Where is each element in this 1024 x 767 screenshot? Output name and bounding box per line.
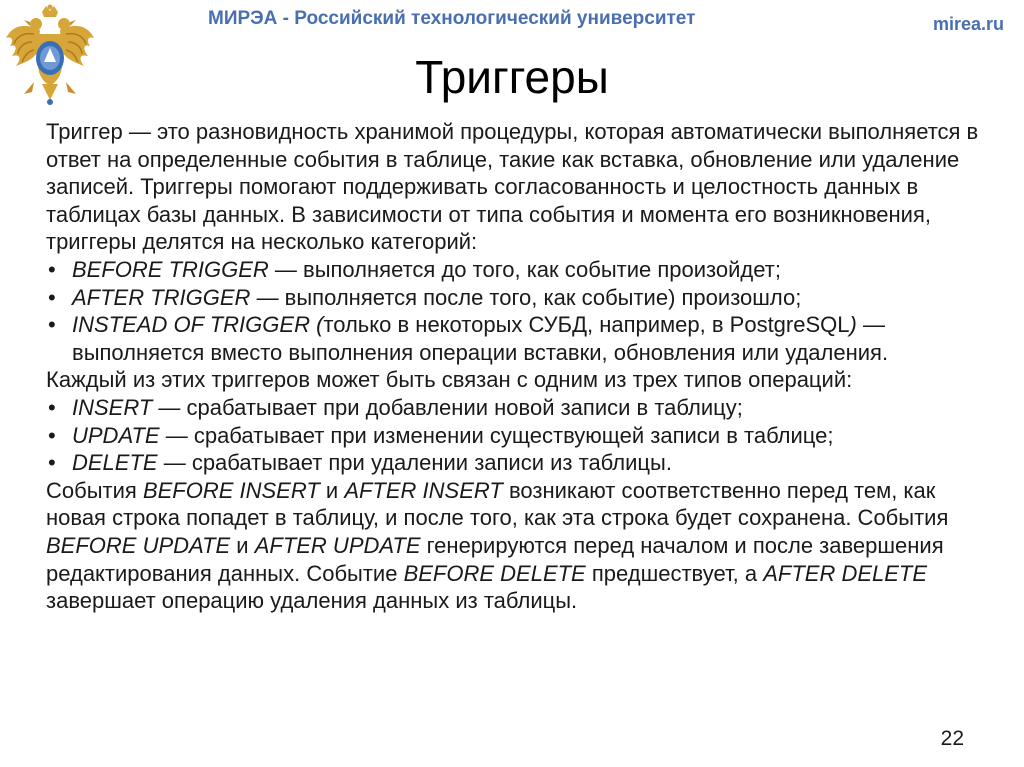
university-name: МИРЭА - Российский технологический университет	[208, 8, 696, 29]
event-term: BEFORE UPDATE	[46, 532, 231, 558]
conclusion-paragraph	[46, 477, 986, 615]
list-item	[46, 256, 986, 284]
operations-list	[46, 394, 986, 477]
list-item	[46, 422, 986, 450]
list-item	[46, 449, 986, 477]
event-term: BEFORE DELETE	[403, 560, 586, 586]
category-term: BEFORE TRIGGER	[72, 256, 269, 282]
event-term: AFTER DELETE	[763, 560, 928, 586]
operation-term: INSERT	[72, 394, 153, 420]
operation-text: — срабатывает при изменении существующей записи в таблице;	[159, 422, 834, 448]
slide-title: Триггеры	[415, 51, 609, 103]
trigger-categories-list	[46, 256, 986, 366]
list-item	[46, 394, 986, 422]
intro-paragraph: Триггер — это разновидность хранимой процедуры, которая автоматически выполняется в ответ на определенные события в таблице, такие как вставка, обновление или удаление записей. Триггеры помогают поддерживать согласованность и целостность данных в таблицах базы данных. В зависимости от типа события и момента его возникновения, триггеры делятся на несколько категорий:	[46, 119, 979, 255]
slide-content	[46, 118, 986, 615]
conclusion-text: генерируются перед началом и после завершения редактирования данных. Событие	[46, 532, 944, 586]
category-text: — выполняется после того, как событие) произошло;	[250, 284, 802, 310]
category-text: — выполняется до того, как событие произойдет;	[268, 256, 781, 282]
operations-intro: Каждый из этих триггеров может быть связан с одним из трех типов операций:	[46, 367, 853, 393]
conclusion-text: и	[319, 477, 345, 503]
conclusion-text: и	[230, 532, 255, 558]
category-text: только в некоторых СУБД, например, в PostgreSQL	[323, 312, 850, 338]
category-term: AFTER TRIGGER	[72, 284, 251, 310]
conclusion-text: предшествует, а	[585, 560, 764, 586]
operation-term: UPDATE	[72, 422, 160, 448]
page-number: 22	[940, 727, 964, 750]
operation-term: DELETE	[72, 450, 158, 476]
operation-text: — срабатывает при удалении записи из таблицы.	[157, 450, 672, 476]
event-term: BEFORE INSERT	[142, 477, 320, 503]
category-term-close: )	[849, 312, 857, 338]
category-term: INSTEAD OF TRIGGER (	[72, 312, 324, 338]
conclusion-text: возникают соответственно перед тем, как новая строка попадет в таблицу, и после того, как эта строка будет сохранена. События	[46, 477, 949, 531]
list-item	[46, 311, 986, 366]
conclusion-text: завершает операцию удаления данных из таблицы.	[46, 588, 578, 614]
conclusion-text: События	[46, 477, 143, 503]
list-item	[46, 284, 986, 312]
site-link[interactable]: mirea.ru	[932, 14, 1004, 34]
category-text-after: — выполняется вместо выполнения операции вставки, обновления или удаления.	[72, 312, 889, 365]
operation-text: — срабатывает при добавлении новой записи в таблицу;	[152, 394, 743, 420]
event-term: AFTER UPDATE	[254, 532, 421, 558]
event-term: AFTER INSERT	[344, 477, 503, 503]
